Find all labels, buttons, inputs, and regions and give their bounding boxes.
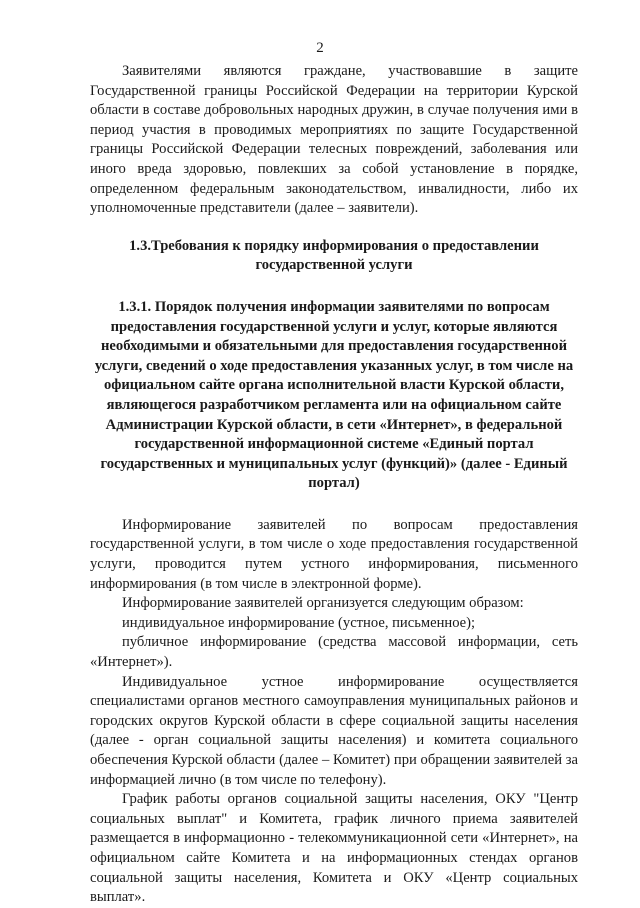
paragraph-individual: индивидуальное информирование (устное, письменное);: [122, 614, 476, 631]
page-number: 2: [316, 40, 324, 56]
document-body: [90, 62, 578, 908]
paragraph-schedule: График работы органов социальной защиты населения, ОКУ "Центр социальных выплат" и Комитета, график личного приема заявителей размещается в информационно - телекоммуникационной сети «Интернет», на официальном сайте Комитета и на информационных стендах органов социальной защиты населения, Комитета и ОКУ «Центр социальных выплат».: [90, 791, 578, 906]
paragraph-individual-oral: Индивидуальное устное информирование осуществляется специалистами органов местного самоуправления муниципальных районов и городских округов Курской области в сфере социальной защиты населения (далее - орган социальной защиты населения) и комитета социального обеспечения Курской области (далее – Комитет) при обращении заявителей за информацией лично (в том числе по телефону).: [90, 673, 578, 788]
paragraph-public: публичное информирование (средства массовой информации, сеть «Интернет»).: [90, 634, 578, 671]
section-heading: 1.3.Требования к порядку информирования о предоставлении государственной услуги: [129, 237, 539, 274]
paragraph-applicants: Заявителями являются граждане, участвовавшие в защите Государственной границы Российской Федерации на территории Курской области в составе добровольных народных дружин, в случае получения ими в период участия в проводимых мероприятиях по защите Государственной границы Российской Федерации телесных повреждений, заболевания или иного вреда здоровью, повлекших за собой установление в порядке, определенном федеральным законодательством, инвалидности, либо их уполномоченные представители (далее – заявители).: [90, 63, 578, 217]
paragraph-informing-intro: Информирование заявителей по вопросам предоставления государственной услуги, в том числе о ходе предоставления государственной услуги, проводится путем устного информирования, письменного информирования (в том числе в электронной форме).: [90, 516, 578, 592]
paragraph-informing-organized: Информирование заявителей организуется следующим образом:: [122, 595, 524, 612]
subsection-heading: 1.3.1. Порядок получения информации заявителями по вопросам предоставления государственной услуги и услуг, которые являются необходимыми и обязательными для предоставления государственной услуги, сведений о ходе предоставления указанных услуг, в том числе на официальном сайте органа исполнительной власти Курской области, являющегося разработчиком регламента или на официальном сайте Администрации Курской области, в сети «Интернет», в федеральной государственной информационной системе «Единый портал государственных и муниципальных услуг (функций)» (далее - Единый портал): [94, 298, 574, 492]
